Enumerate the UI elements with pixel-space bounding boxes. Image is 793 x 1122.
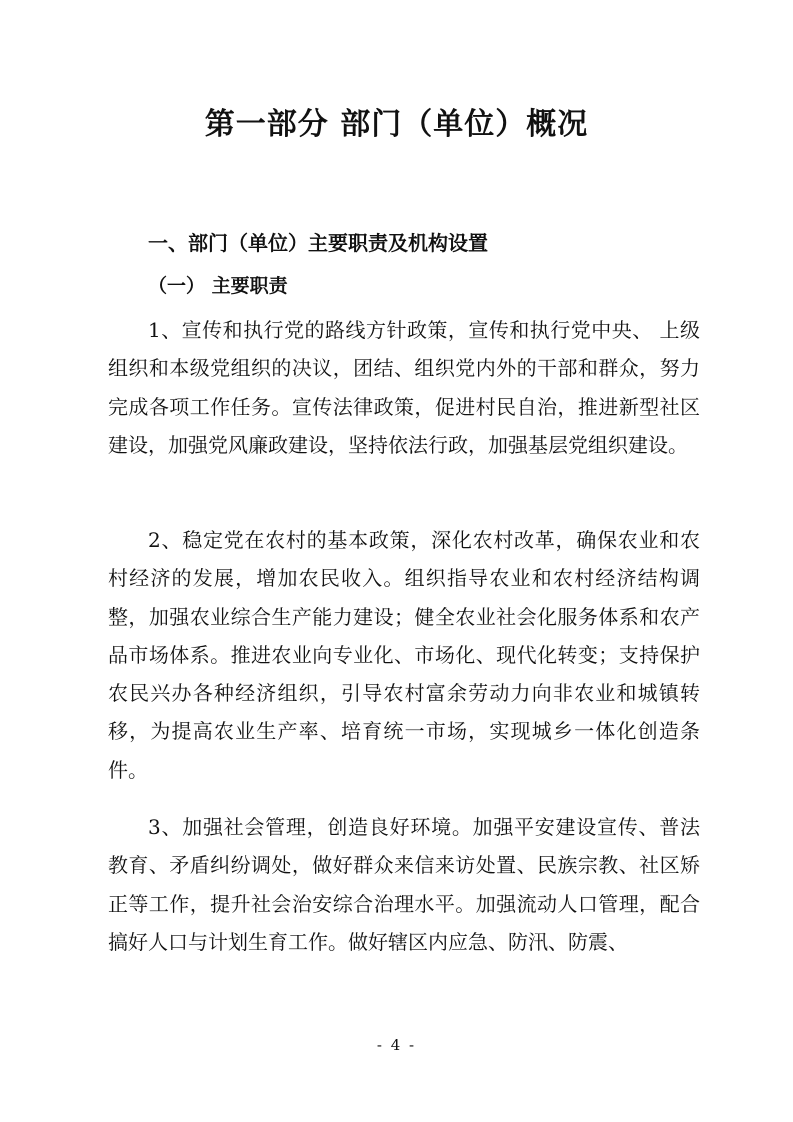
page-title: 第一部分 部门（单位）概况: [204, 107, 589, 142]
paragraph-1: 1、宣传和执行党的路线方针政策，宣传和执行党中央、 上级组织和本级党组织的决议，团结、组织党内外的干部和群众，努力完成各项工作任务。宣传法律政策，促进村民自治，推进新型社区建设，加强党风廉政建设，坚持依法行政，加强基层党组织建设。: [108, 318, 700, 457]
subsection-heading: （一） 主要职责: [148, 275, 288, 297]
page-number: - 4 -: [376, 1036, 417, 1054]
paragraph-3: 3、加强社会管理，创造良好环境。加强平安建设宣传、普法教育、矛盾纠纷调处，做好群众来信来访处置、民族宗教、社区矫正等工作，提升社会治安综合治理水平。加强流动人口管理，配合搞好人口与计划生育工作。做好辖区内应急、防汛、防震、: [108, 815, 700, 954]
section-heading: 一、部门（单位）主要职责及机构设置: [148, 231, 488, 255]
paragraph-2: 2、稳定党在农村的基本政策，深化农村改革，确保农业和农村经济的发展，增加农民收入。组织指导农业和农村经济结构调整，加强农业综合生产能力建设；健全农业社会化服务体系和农产品市场体系。推进农业向专业化、市场化、现代化转变；支持保护农民兴办各种经济组织，引导农村富余劳动力向非农业和城镇转移，为提高农业生产率、培育统一市场，实现城乡一体化创造条件。: [108, 528, 700, 782]
